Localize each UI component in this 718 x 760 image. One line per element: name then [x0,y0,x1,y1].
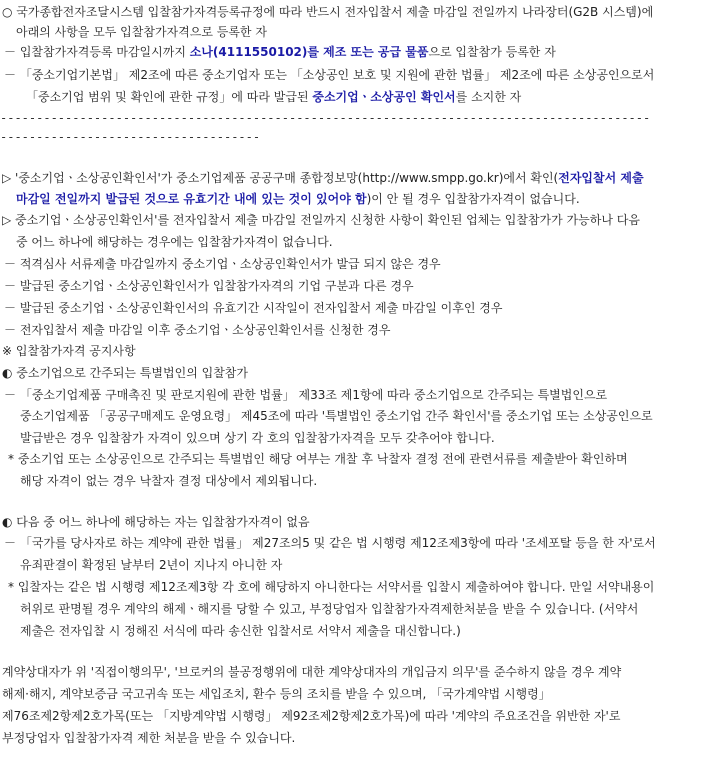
text-line [2,363,248,383]
text-line [26,87,521,107]
line-text: ◐ 다음 중 어느 하나에 해당하는 자는 입찰참가자격이 없음 [2,515,310,529]
line-text: 아래의 사항을 모두 입찰참가자격으로 등록한 자 [16,25,267,39]
text-line [2,512,310,532]
line-text: － 「중소기업기본법」 제2조에 따른 중소기업자 또는 「소상공인 보호 및 지원에 관한 법률」 제2조에 따른 소상공인으로서 [4,68,655,82]
text-line [4,385,607,405]
line-text: ※ 입찰참가자격 공지사항 [2,344,136,358]
text-line [2,728,295,748]
line-text: ▷ 중소기업ㆍ소상공인확인서'를 전자입찰서 제출 마감일 전일까지 신청한 사항이 확인된 업체는 입찰참가가 가능하나 다음 [2,213,640,227]
text-line [20,599,638,619]
text-line [2,684,551,704]
line-text: 발급받은 경우 입찰참가 자격이 있으며 상기 각 호의 입찰참가자격을 모두 갖추어야 합니다. [20,431,495,445]
highlighted-text: 소나(4111550102)를 제조 또는 공급 물품 [189,45,429,59]
line-text: 「중소기업 범위 및 확인에 관한 규정」에 따라 발급된 [26,90,313,104]
text-line [2,210,640,230]
text-line [2,341,136,361]
text-line [20,555,282,575]
line-text: 유죄판결이 확정된 날부터 2년이 지나지 아니한 자 [20,558,283,572]
text-line [4,276,414,296]
text-line [20,406,653,426]
line-text: 으로 입찰참가 등록한 자 [428,45,556,59]
separator-line [0,108,650,128]
text-line [8,577,654,597]
line-text: 제76조제2항제2호가목(또는 「지방계약법 시행령」 제92조제2항제2호가목)에 따라 '계약의 주요조건을 위반한 자'로 [2,709,621,723]
text-line [2,168,644,188]
line-text: － 발급된 중소기업ㆍ소상공인확인서의 유효기간 시작일이 전자입찰서 제출 마감일 이후인 경우 [4,301,503,315]
line-text: 계약상대자가 위 '직접이행의무', '브로커의 불공정행위에 대한 계약상대자의 개입금지 의무'를 준수하지 않을 경우 계약 [2,665,622,679]
line-text: ◐ 중소기업으로 간주되는 특별법인의 입찰참가 [2,366,248,380]
text-line [8,449,628,469]
line-text: 해당 자격이 없는 경우 낙찰자 결정 대상에서 제외됩니다. [20,474,318,488]
text-line [4,320,390,340]
text-line [16,189,580,209]
text-line [4,65,654,85]
text-line [4,42,556,62]
line-text: ○ 국가종합전자조달시스템 입찰참가자격등록규정에 따라 반드시 전자입찰서 제출 마감일 전일까지 나라장터(G2B 시스템)에 [2,5,654,19]
text-line [2,662,621,682]
line-text: ------------------------------------------------------------------------------------------ [0,111,651,125]
text-line [4,254,441,274]
text-line [4,533,656,553]
highlighted-text: 중소기업ㆍ소상공인 확인서 [312,90,456,104]
text-line [20,621,461,641]
text-line [2,2,653,22]
line-text: － 「국가를 당사자로 하는 계약에 관한 법률」 제27조의5 및 같은 법 시행령 제12조제3항에 따라 '조세포탈 등을 한 자'로서 [4,536,656,550]
line-text: 중 어느 하나에 해당하는 경우에는 입찰참가자격이 없습니다. [16,235,333,249]
highlighted-text: 마감일 전일까지 발급된 것으로 유효기간 내에 있는 것이 있어야 함 [16,192,367,206]
line-text: 허위로 판명될 경우 계약의 해제ㆍ해지를 당할 수 있고, 부정당업자 입찰참가자격제한처분을 받을 수 있습니다. (서약서 [20,602,639,616]
line-text: － 전자입찰서 제출 마감일 이후 중소기업ㆍ소상공인확인서를 신청한 경우 [4,323,391,337]
line-text: － 발급된 중소기업ㆍ소상공인확인서가 입찰참가자격의 기업 구분과 다른 경우 [4,279,414,293]
line-text: 제출은 전자입찰 시 정해진 서식에 따라 송신한 입찰서로 서약서 제출을 대신합니다.) [20,624,461,638]
line-text: 부정당업자 입찰참가자격 제한 처분을 받을 수 있습니다. [2,731,296,745]
line-text: ------------------------------------ [0,130,261,144]
line-text: * 입찰자는 같은 법 시행령 제12조제3항 각 호에 해당하지 아니한다는 서약서를 입찰시 제출하여야 합니다. 만일 서약내용이 [8,580,655,594]
text-line [20,471,317,491]
text-line [20,428,495,448]
text-line [2,706,620,726]
line-text: － 입찰참가자격등록 마감일시까지 [4,45,190,59]
line-text: － 적격심사 서류제출 마감일까지 중소기업ㆍ소상공인확인서가 발급 되지 않은 경우 [4,257,441,271]
highlighted-text: 전자입찰서 제출 [558,171,644,185]
text-line [16,22,267,42]
line-text: 중소기업제품 「공공구매제도 운영요령」 제45조에 따라 '특별법인 중소기업 간주 확인서'를 중소기업 또는 소상공인으로 [20,409,653,423]
text-line [4,298,502,318]
line-text: 해제·해지, 계약보증금 국고귀속 또는 세입조치, 환수 등의 조치를 받을 수 있으며, 「국가계약법 시행령」 [2,687,551,701]
line-text: － 「중소기업제품 구매촉진 및 판로지원에 관한 법률」 제33조 제1항에 따라 중소기업으로 간주되는 특별법인으로 [4,388,608,402]
line-text: ▷ '중소기업ㆍ소상공인확인서'가 중소기업제품 공공구매 종합정보망(http://www.smpp.go.kr)에서 확인( [2,171,559,185]
separator-line [0,127,260,147]
line-text: )이 안 될 경우 입찰참가자격이 없습니다. [366,192,580,206]
line-text: 를 소지한 자 [455,90,522,104]
text-line [16,232,333,252]
line-text: * 중소기업 또는 소상공인으로 간주되는 특별법인 해당 여부는 개찰 후 낙찰자 결정 전에 관련서류를 제출받아 확인하며 [8,452,628,466]
